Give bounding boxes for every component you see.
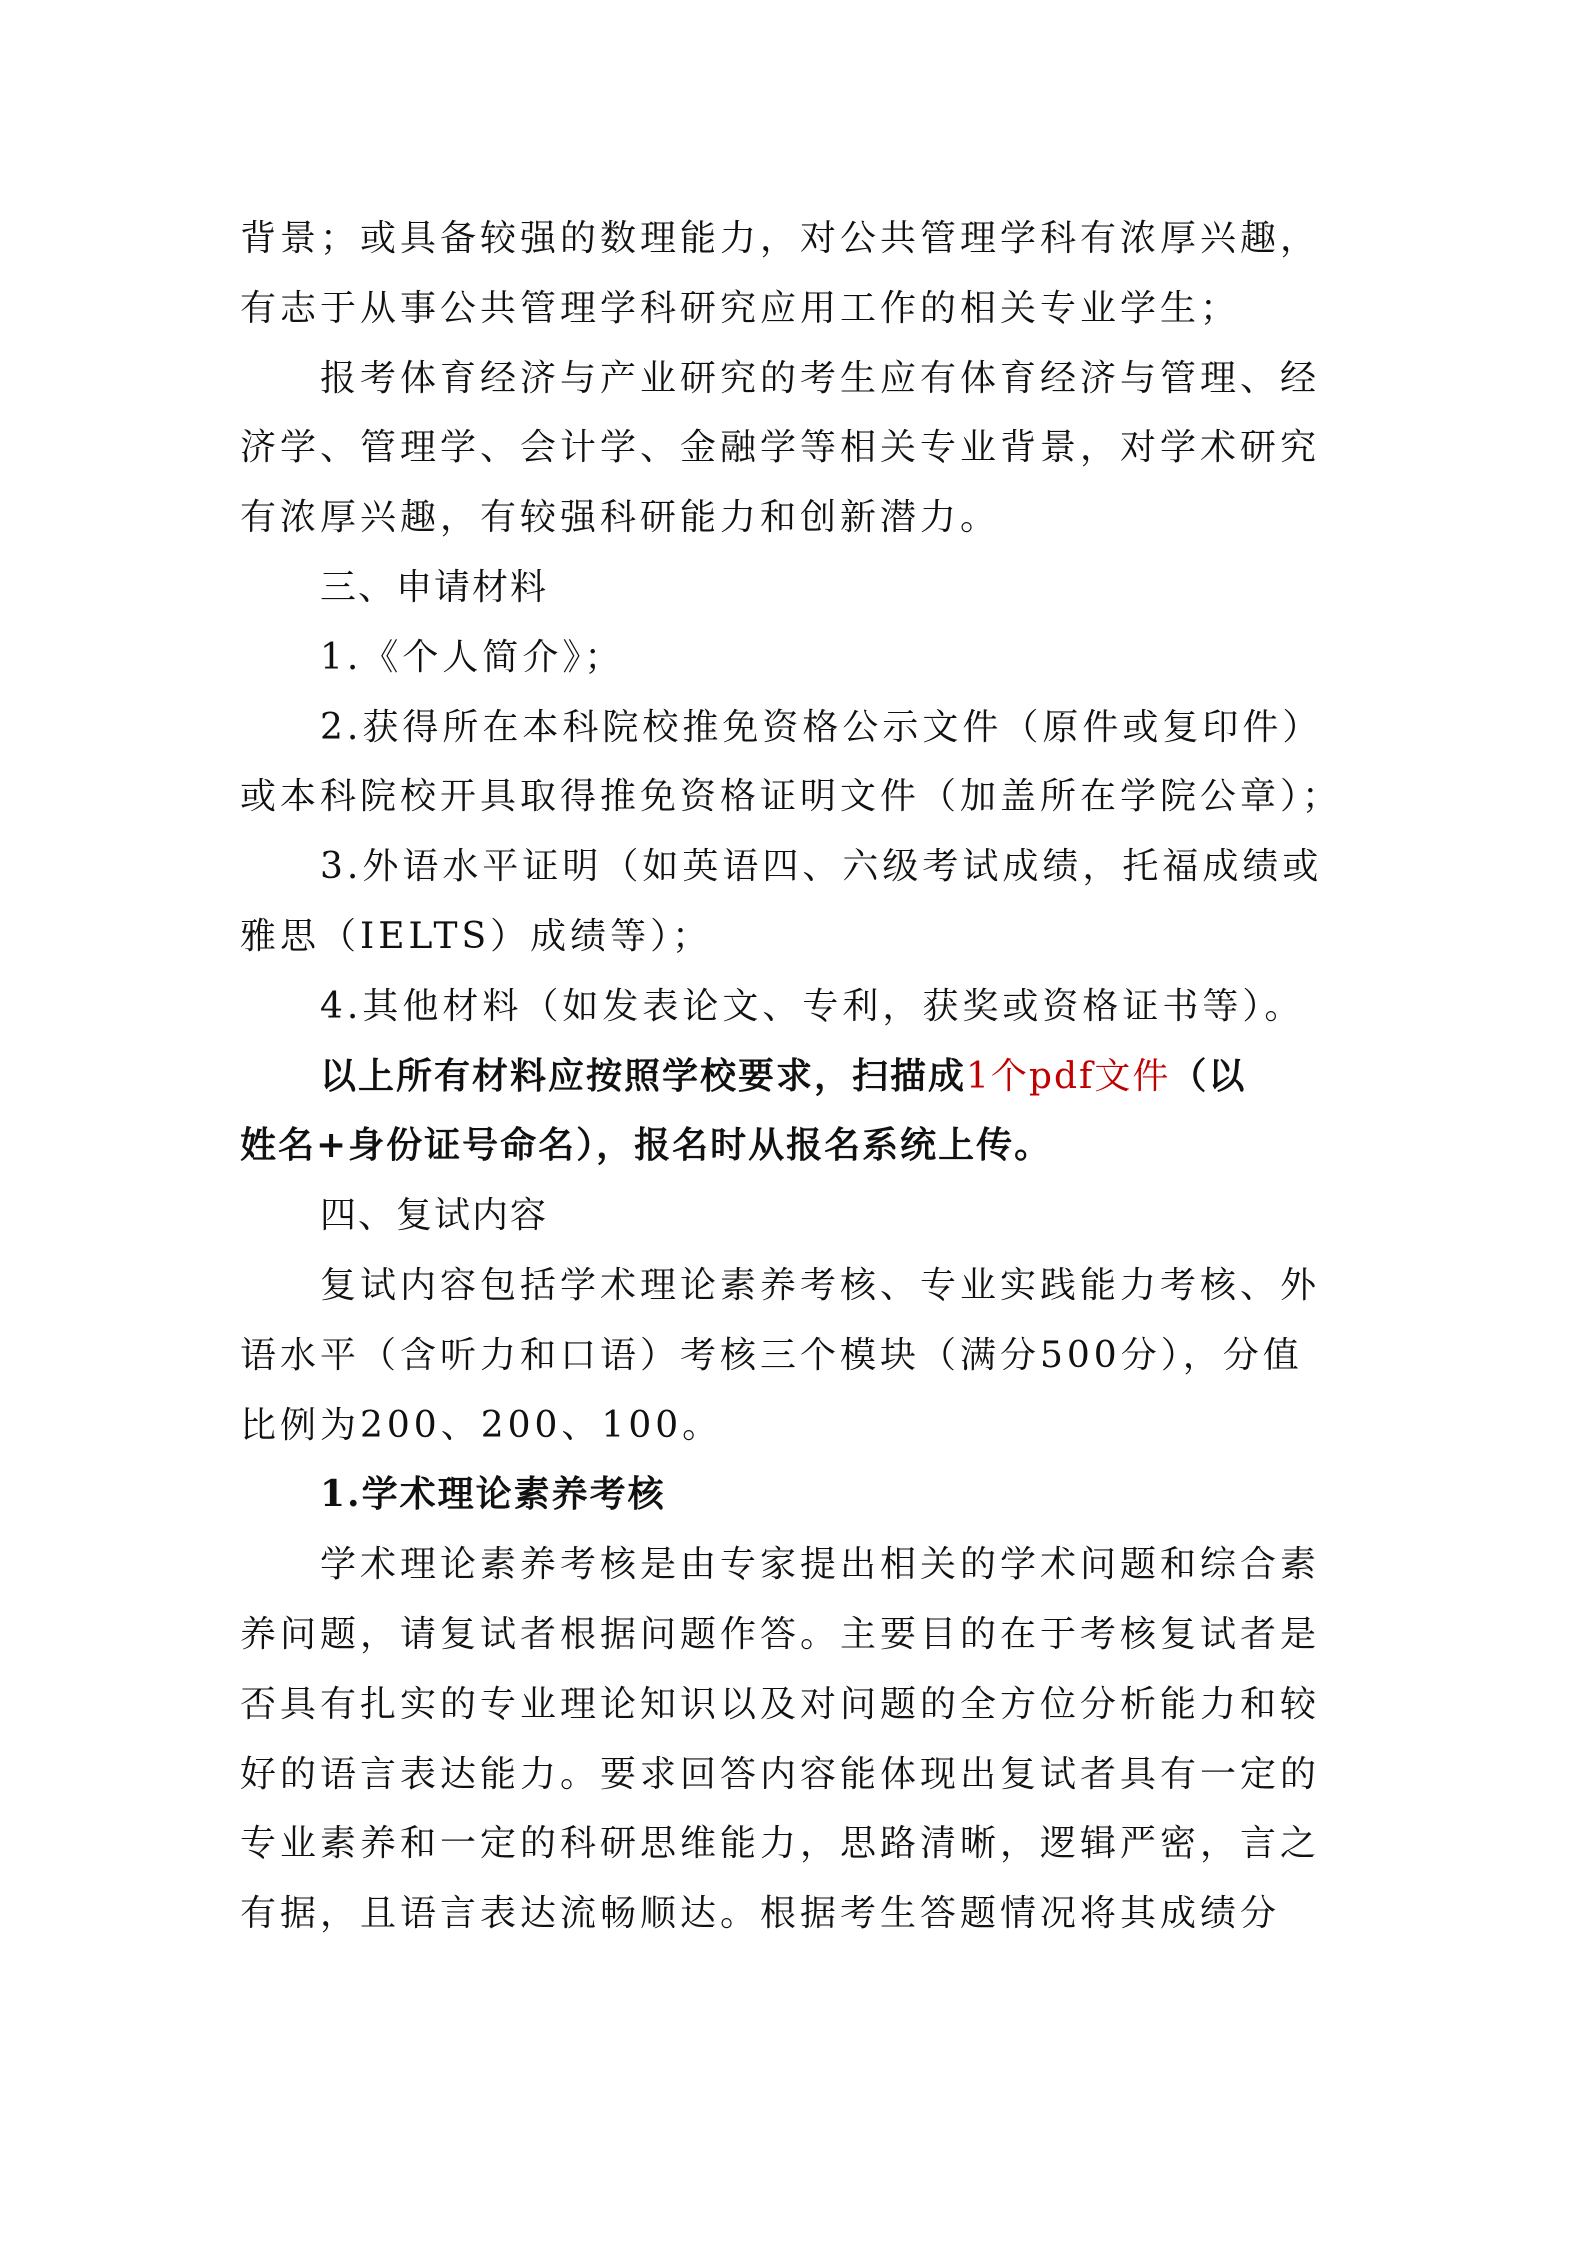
subsection-heading: 1.学术理论素养考核 [320,1473,666,1516]
paragraph-line: 比例为200、200、100。 [240,1404,723,1446]
paragraph-line: 养问题，请复试者根据问题作答。主要目的在于考核复试者是 [240,1613,1321,1655]
paragraph-line: 否具有扎实的专业理论知识以及对问题的全方位分析能力和较 [240,1683,1321,1725]
notice-text: （以 [1170,1054,1247,1097]
notice-text: 以上所有材料应按照学校要求，扫描成 [320,1054,967,1097]
paragraph-line: 复试内容包括学术理论素养考核、专业实践能力考核、外 [320,1264,1321,1306]
list-item: 3.外语水平证明（如英语四、六级考试成绩，托福成绩或 [320,846,1323,888]
paragraph-line: 好的语言表达能力。要求回答内容能体现出复试者具有一定的 [240,1753,1321,1795]
paragraph-line: 专业素养和一定的科研思维能力，思路清晰，逻辑严密，言之 [240,1823,1321,1865]
paragraph-line: 有据，且语言表达流畅顺达。根据考生答题情况将其成绩分 [240,1893,1281,1935]
notice-line: 姓名+身份证号命名），报名时从报名系统上传。 [240,1124,1053,1167]
list-item: 4.其他材料（如发表论文、专利，获奖或资格证书等）。 [320,985,1305,1027]
paragraph-line: 语水平（含听力和口语）考核三个模块（满分500分），分值 [240,1334,1303,1376]
notice-file-highlight: 1个pdf文件 [966,1055,1171,1097]
section-heading: 四、复试内容 [320,1195,549,1237]
paragraph-line: 有志于从事公共管理学科研究应用工作的相关专业学生； [240,287,1241,329]
paragraph-line: 学术理论素养考核是由专家提出相关的学术问题和综合素 [320,1544,1321,1586]
paragraph-line: 有浓厚兴趣，有较强科研能力和创新潜力。 [240,497,1001,539]
paragraph-line: 报考体育经济与产业研究的考生应有体育经济与管理、经 [320,357,1321,399]
list-item: 1.《个人简介》； [320,636,625,678]
list-item: 2.获得所在本科院校推免资格公示文件（原件或复印件） [320,706,1323,748]
section-heading: 三、申请材料 [320,566,549,608]
paragraph-line: 背景；或具备较强的数理能力，对公共管理学科有浓厚兴趣， [240,218,1321,259]
notice-line [240,1042,1352,1112]
list-item-continuation: 雅思（IELTS）成绩等）； [240,915,713,957]
document-body [240,204,1352,1949]
paragraph-line: 济学、管理学、会计学、金融学等相关专业背景，对学术研究 [240,427,1321,469]
list-item-continuation: 或本科院校开具取得推免资格证明文件（加盖所在学院公章）； [240,776,1343,818]
